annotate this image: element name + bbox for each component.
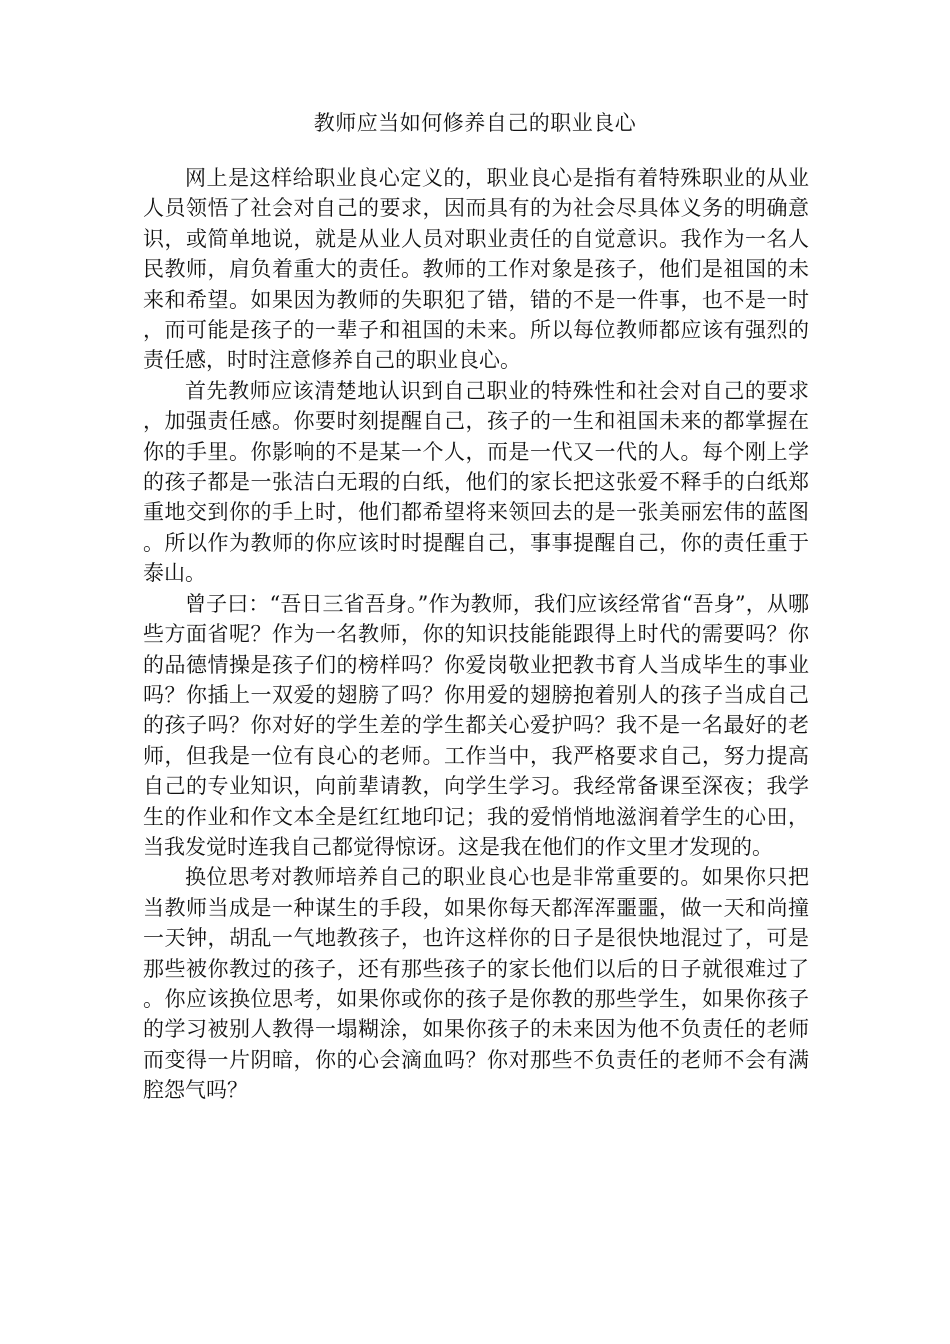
paragraph-3: 曾子曰：“吾日三省吾身。”作为教师，我们应该经常省“吾身”，从哪些方面省呢？作为一名教师，你的知识技能能跟得上时代的需要吗？你的品德情操是孩子们的榜样吗？你爱岗敬业把教书育人当成毕生的事业吗？你插上一双爱的翅膀了吗？你用爱的翅膀抱着别人的孩子当成自己的孩子吗？你对好的学生差的学生都关心爱护吗？我不是一名最好的老师，但我是一位有良心的老师。工作当中，我严格要求自己，努力提高自己的专业知识，向前辈请教，向学生学习。我经常备课至深夜；我学生的作业和作文本全是红红地印记；我的爱悄悄地滋润着学生的心田，当我发觉时连我自己都觉得惊讶。这是我在他们的作文里才发现的。 <box>143 591 809 859</box>
paragraph-4: 换位思考对教师培养自己的职业良心也是非常重要的。如果你只把当教师当成是一种谋生的手段，如果你每天都浑浑噩噩，做一天和尚撞一天钟，胡乱一气地教孩子，也许这样你的日子是很快地混过了，可是那些被你教过的孩子，还有那些孩子的家长他们以后的日子就很难过了。你应该换位思考，如果你或你的孩子是你教的那些学生，如果你孩子的学习被别人教得一塌糊涂，如果你孩子的未来因为他不负责任的老师而变得一片阴暗，你的心会滴血吗？你对那些不负责任的老师不会有满腔怨气吗？ <box>143 865 809 1103</box>
document-body <box>143 163 809 1106</box>
paragraph-1: 网上是这样给职业良心定义的，职业良心是指有着特殊职业的从业人员领悟了社会对自己的要求，因而具有的为社会尽具体义务的明确意识，或简单地说，就是从业人员对职业责任的自觉意识。我作为一名人民教师，肩负着重大的责任。教师的工作对象是孩子，他们是祖国的未来和希望。如果因为教师的失职犯了错，错的不是一件事，也不是一时，而可能是孩子的一辈子和祖国的未来。所以每位教师都应该有强烈的责任感，时时注意修养自己的职业良心。 <box>143 166 809 373</box>
paragraph-2: 首先教师应该清楚地认识到自己职业的特殊性和社会对自己的要求，加强责任感。你要时刻提醒自己，孩子的一生和祖国未来的都掌握在你的手里。你影响的不是某一个人，而是一代又一代的人。每个刚上学的孩子都是一张洁白无瑕的白纸，他们的家长把这张爱不释手的白纸郑重地交到你的手上时，他们都希望将来领回去的是一张美丽宏伟的蓝图。所以作为教师的你应该时时提醒自己，事事提醒自己，你的责任重于泰山。 <box>143 378 809 586</box>
document-title: 教师应当如何修养自己的职业良心 <box>313 111 637 135</box>
